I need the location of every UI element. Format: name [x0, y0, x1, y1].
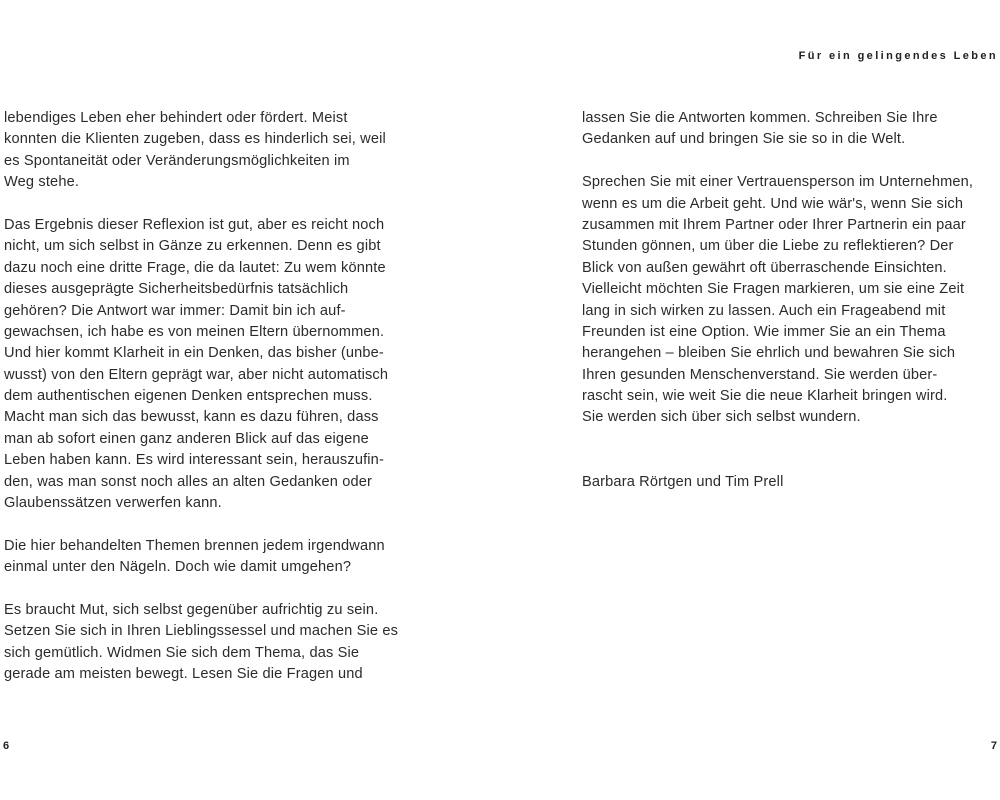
- text-line: gerade am meisten bewegt. Lesen Sie die Fragen und: [4, 666, 363, 683]
- text-line: Stunden gönnen, um über die Liebe zu reflektieren? Der: [582, 238, 954, 255]
- text-line: zusammen mit Ihrem Partner oder Ihrer Partnerin ein paar: [582, 216, 966, 233]
- paragraph: [4, 215, 424, 514]
- text-line: Das Ergebnis dieser Reflexion ist gut, aber es reicht noch: [4, 216, 385, 233]
- page-number-right: 7: [990, 740, 997, 752]
- text-line: Die hier behandelten Themen brennen jedem irgendwann: [4, 537, 385, 554]
- text-line: Und hier kommt Klarheit in ein Denken, das bisher (unbe-: [4, 345, 384, 362]
- paragraph-gap: [4, 514, 424, 535]
- text-line: Sie werden sich über sich selbst wundern.: [582, 409, 861, 426]
- text-line: Sprechen Sie mit einer Vertrauensperson im Unternehmen,: [582, 174, 974, 191]
- text-line: wenn es um die Arbeit geht. Und wie wär's, wenn Sie sich: [582, 195, 964, 212]
- text-line: herangehen – bleiben Sie ehrlich und bewahren Sie sich: [582, 345, 956, 362]
- text-line: Es braucht Mut, sich selbst gegenüber aufrichtig zu sein.: [4, 601, 379, 618]
- page-number-left: 6: [3, 740, 10, 752]
- text-line: Gedanken auf und bringen Sie sie so in die Welt.: [582, 131, 906, 148]
- text-line: Macht man sich das bewusst, kann es dazu führen, dass: [4, 409, 379, 426]
- text-line: Glaubenssätzen verwerfen kann.: [4, 495, 222, 512]
- text-line: Vielleicht möchten Sie Fragen markieren, um sie eine Zeit: [582, 281, 965, 298]
- left-page-text: [4, 108, 424, 686]
- text-line: Setzen Sie sich in Ihren Lieblingssessel und machen Sie es: [4, 623, 399, 640]
- text-line: Blick von außen gewährt oft überraschende Einsichten.: [582, 259, 947, 276]
- text-line: nicht, um sich selbst in Gänze zu erkennen. Denn es gibt: [4, 238, 381, 255]
- text-line: Leben haben kann. Es wird interessant sein, herauszufin-: [4, 452, 384, 469]
- text-line: lang in sich wirken zu lassen. Auch ein Frageabend mit: [582, 302, 946, 319]
- text-line: es Spontaneität oder Veränderungsmöglichkeiten im: [4, 152, 350, 169]
- right-page-text: [582, 108, 998, 493]
- author-signature: Barbara Rörtgen und Tim Prell: [582, 473, 784, 490]
- text-line: Weg stehe.: [4, 174, 80, 191]
- text-line: dazu noch eine dritte Frage, die da lautet: Zu wem könnte: [4, 259, 386, 276]
- paragraph-gap: [582, 151, 998, 172]
- text-line: wusst) von den Eltern geprägt war, aber nicht automatisch: [4, 366, 389, 383]
- paragraph: [4, 600, 424, 686]
- text-line: gehören? Die Antwort war immer: Damit bin ich auf-: [4, 302, 346, 319]
- text-line: rascht sein, wie weit Sie die neue Klarheit bringen wird.: [582, 388, 948, 405]
- text-line: gewachsen, ich habe es von meinen Eltern übernommen.: [4, 323, 385, 340]
- text-line: lassen Sie die Antworten kommen. Schreiben Sie Ihre: [582, 110, 938, 126]
- text-line: lebendiges Leben eher behindert oder fördert. Meist: [4, 110, 348, 126]
- paragraph: [4, 536, 424, 579]
- paragraph-gap: [4, 579, 424, 600]
- text-line: sich gemütlich. Widmen Sie sich dem Thema, das Sie: [4, 644, 360, 661]
- paragraph: [4, 108, 424, 194]
- running-title: Für ein gelingendes Leben: [798, 50, 998, 62]
- text-line: den, was man sonst noch alles an alten Gedanken oder: [4, 473, 373, 490]
- paragraph-gap: [4, 194, 424, 215]
- text-line: Ihren gesunden Menschenverstand. Sie werden über-: [582, 366, 938, 383]
- paragraph-gap: [582, 450, 998, 471]
- text-line: dieses ausgeprägte Sicherheitsbedürfnis tatsächlich: [4, 281, 349, 298]
- paragraph-gap: [582, 429, 998, 450]
- paragraph: [582, 108, 998, 151]
- text-line: dem authentischen eigenen Denken entsprechen muss.: [4, 388, 373, 405]
- text-line: Freunden ist eine Option. Wie immer Sie an ein Thema: [582, 323, 946, 340]
- text-line: einmal unter den Nägeln. Doch wie damit umgehen?: [4, 559, 352, 576]
- paragraph: [582, 172, 998, 429]
- text-line: man ab sofort einen ganz anderen Blick auf das eigene: [4, 430, 369, 447]
- text-line: konnten die Klienten zugeben, dass es hinderlich sei, weil: [4, 131, 386, 148]
